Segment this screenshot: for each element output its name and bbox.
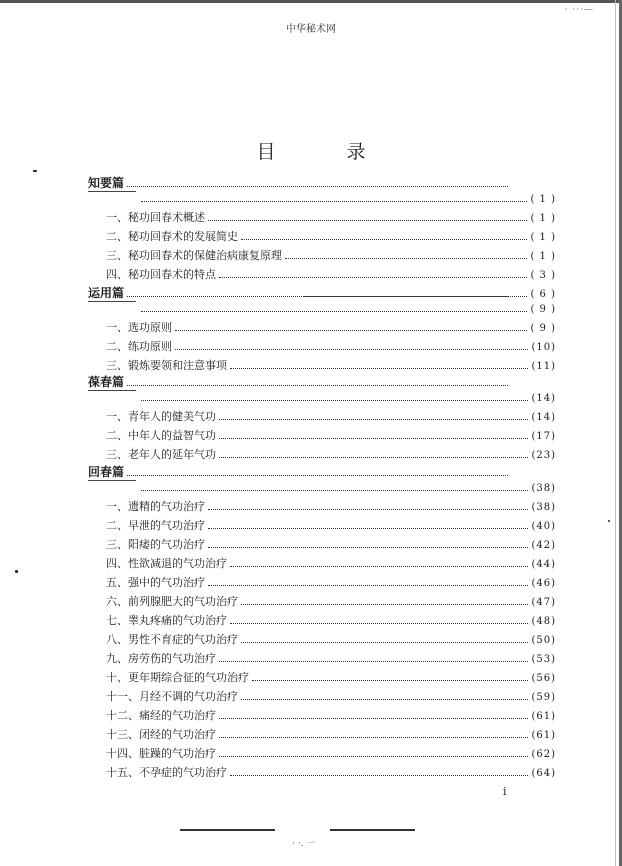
toc-entry-page: ( 1 )	[530, 251, 556, 262]
scan-speck	[608, 520, 610, 522]
dot-leader	[208, 576, 528, 586]
dot-leader	[285, 249, 527, 259]
footer-rule-left	[180, 829, 275, 831]
toc-entry-label: 八、男性不育症的气功治疗	[106, 633, 238, 646]
toc-entry-label: 七、睾丸疼痛的气功治疗	[106, 614, 227, 627]
toc-entry-label: 十二、痛经的气功治疗	[106, 709, 216, 722]
section-title: 运用篇	[88, 286, 125, 300]
section-page-number: (14)	[531, 393, 556, 404]
toc-entry-page: (44)	[531, 559, 556, 570]
toc-entry-page: (64)	[531, 768, 556, 779]
toc-entry-label: 九、房劳伤的气功治疗	[106, 652, 216, 665]
dot-leader	[219, 747, 528, 757]
toc-entry-page: (62)	[531, 749, 556, 760]
section-heading	[88, 176, 511, 190]
section-heading	[88, 286, 511, 300]
toc-entry-page: (38)	[531, 502, 556, 513]
scan-speck	[15, 570, 18, 573]
dot-leader	[219, 448, 528, 458]
toc-entry	[106, 576, 556, 591]
toc-entry	[106, 519, 556, 534]
toc-entry-label: 一、青年人的健美气功	[106, 410, 216, 423]
section-underline	[88, 480, 136, 481]
toc-entry-label: 四、性欲减退的气功治疗	[106, 557, 227, 570]
dot-leader	[241, 690, 528, 700]
section-page-number: ( 1 )	[530, 194, 556, 205]
dot-leader	[127, 466, 508, 476]
dot-leader	[241, 230, 527, 240]
corner-mark: · ···—	[564, 5, 594, 15]
toc-entry-page: (61)	[531, 711, 556, 722]
section-title: 葆春篇	[88, 375, 125, 389]
toc-entry	[106, 410, 556, 425]
toc-entry-label: 二、早泄的气功治疗	[106, 519, 205, 532]
toc-entry	[106, 747, 556, 762]
dot-leader	[175, 340, 528, 350]
toc-entry-label: 二、练功原则	[106, 340, 172, 353]
dot-leader	[241, 595, 528, 605]
dot-leader	[230, 766, 528, 776]
section-page-row	[138, 391, 556, 406]
toc-entry	[106, 538, 556, 553]
toc-entry	[106, 671, 556, 686]
dot-leader	[230, 614, 528, 624]
toc-entry-label: 二、秘功回春术的发展简史	[106, 230, 238, 243]
toc-entry	[106, 633, 556, 648]
dot-leader	[219, 268, 527, 278]
dot-leader	[230, 359, 528, 369]
dot-leader	[241, 633, 528, 643]
scan-speck	[33, 170, 37, 172]
dot-leader	[141, 391, 528, 401]
toc-entry-label: 十四、脏躁的气功治疗	[106, 747, 216, 760]
dot-leader	[219, 728, 528, 738]
toc-entry-label: 三、阳痿的气功治疗	[106, 538, 205, 551]
toc-entry	[106, 321, 556, 336]
section-page-row	[138, 481, 556, 496]
toc-entry-page: (10)	[531, 342, 556, 353]
toc-entry-label: 一、遗精的气功治疗	[106, 500, 205, 513]
toc-entry-page: (59)	[531, 692, 556, 703]
toc-entry-page: (56)	[531, 673, 556, 684]
section-page-number: ( 9 )	[530, 304, 556, 315]
toc-entry	[106, 340, 556, 355]
toc-entry	[106, 448, 556, 463]
dot-leader	[127, 177, 508, 187]
toc-entry-page: (17)	[531, 431, 556, 442]
toc-entry	[106, 249, 556, 264]
section-page-row	[138, 192, 556, 207]
toc-entry	[106, 614, 556, 629]
section-title: 回春篇	[88, 465, 125, 479]
toc-entry-label: 十三、闭经的气功治疗	[106, 728, 216, 741]
dot-leader	[127, 287, 508, 297]
toc-entry	[106, 728, 556, 743]
toc-entry-label: 二、中年人的益智气功	[106, 429, 216, 442]
toc-entry-label: 六、前列腺肥大的气功治疗	[106, 595, 238, 608]
section-underline	[88, 390, 136, 391]
footer-rule-right	[330, 829, 415, 831]
toc-entry	[106, 211, 556, 226]
toc-entry-page: (61)	[531, 730, 556, 741]
dot-leader	[127, 376, 508, 386]
toc-entry-label: 一、秘功回春术概述	[106, 211, 205, 224]
dot-leader	[252, 671, 528, 681]
toc-entry	[106, 557, 556, 572]
section-heading	[88, 465, 511, 479]
dot-leader	[208, 211, 527, 221]
toc-entry-page: (14)	[531, 412, 556, 423]
toc-entry-page: ( 9 )	[530, 323, 556, 334]
toc-entry-page: (42)	[531, 540, 556, 551]
toc-entry-page: ( 6 )	[530, 289, 556, 300]
toc-entry-label: 四、秘功回春术的特点	[106, 268, 216, 281]
toc-entry	[106, 709, 556, 724]
dot-leader	[219, 709, 528, 719]
dot-leader	[230, 557, 528, 567]
dot-leader	[208, 500, 528, 510]
toc-entry-label: 三、锻炼要领和注意事项	[106, 359, 227, 372]
dot-leader	[141, 192, 527, 202]
toc-entry-label: 三、老年人的延年气功	[106, 448, 216, 461]
toc-entry	[106, 359, 556, 374]
toc-entry-page: (40)	[531, 521, 556, 532]
toc-entry-page: (48)	[531, 616, 556, 627]
toc-entry	[106, 595, 556, 610]
toc-entry-label: 一、选功原则	[106, 321, 172, 334]
toc-entry	[106, 766, 556, 781]
toc-entry-page: (53)	[531, 654, 556, 665]
toc-entry-page: (50)	[531, 635, 556, 646]
toc-entry	[106, 230, 556, 245]
toc-entry-label: 十、更年期综合征的气功治疗	[106, 671, 249, 684]
dot-leader	[141, 481, 528, 491]
toc-entry-page: ( 1 )	[530, 213, 556, 224]
toc-entry	[106, 429, 556, 444]
toc-entry-page: ( 3 )	[530, 270, 556, 281]
dot-leader	[219, 429, 528, 439]
section-page-number: (38)	[531, 483, 556, 494]
site-header: 中华秘术网	[286, 24, 336, 35]
toc-entry-label: 五、强中的气功治疗	[106, 576, 205, 589]
toc-entry	[106, 268, 556, 283]
dot-leader	[208, 538, 528, 548]
dot-leader	[219, 410, 528, 420]
section-page-row	[138, 302, 556, 317]
section-heading	[88, 375, 511, 389]
toc-entry-page: (47)	[531, 597, 556, 608]
toc-entry-label: 三、秘功回春术的保健治病康复原理	[106, 249, 282, 262]
page-number: i	[503, 785, 507, 798]
toc-entry	[106, 690, 556, 705]
toc-entry-page: (46)	[531, 578, 556, 589]
toc-entry	[106, 500, 556, 515]
toc-entry-label: 十五、不孕症的气功治疗	[106, 766, 227, 779]
section-title: 知要篇	[88, 176, 125, 190]
toc-entry-page: (23)	[531, 450, 556, 461]
dot-leader	[141, 302, 527, 312]
page-title: 目 录	[256, 141, 392, 163]
toc-entry	[106, 652, 556, 667]
toc-entry-label: 十一、月经不调的气功治疗	[106, 690, 238, 703]
dot-leader	[208, 519, 528, 529]
dot-leader	[175, 321, 527, 331]
toc-entry-page: (11)	[531, 361, 556, 372]
toc-entry-page: ( 1 )	[530, 232, 556, 243]
footer-mark: · ·. 一	[292, 839, 316, 849]
dot-leader	[219, 652, 528, 662]
section-underline	[88, 191, 136, 192]
section-underline	[88, 301, 136, 302]
